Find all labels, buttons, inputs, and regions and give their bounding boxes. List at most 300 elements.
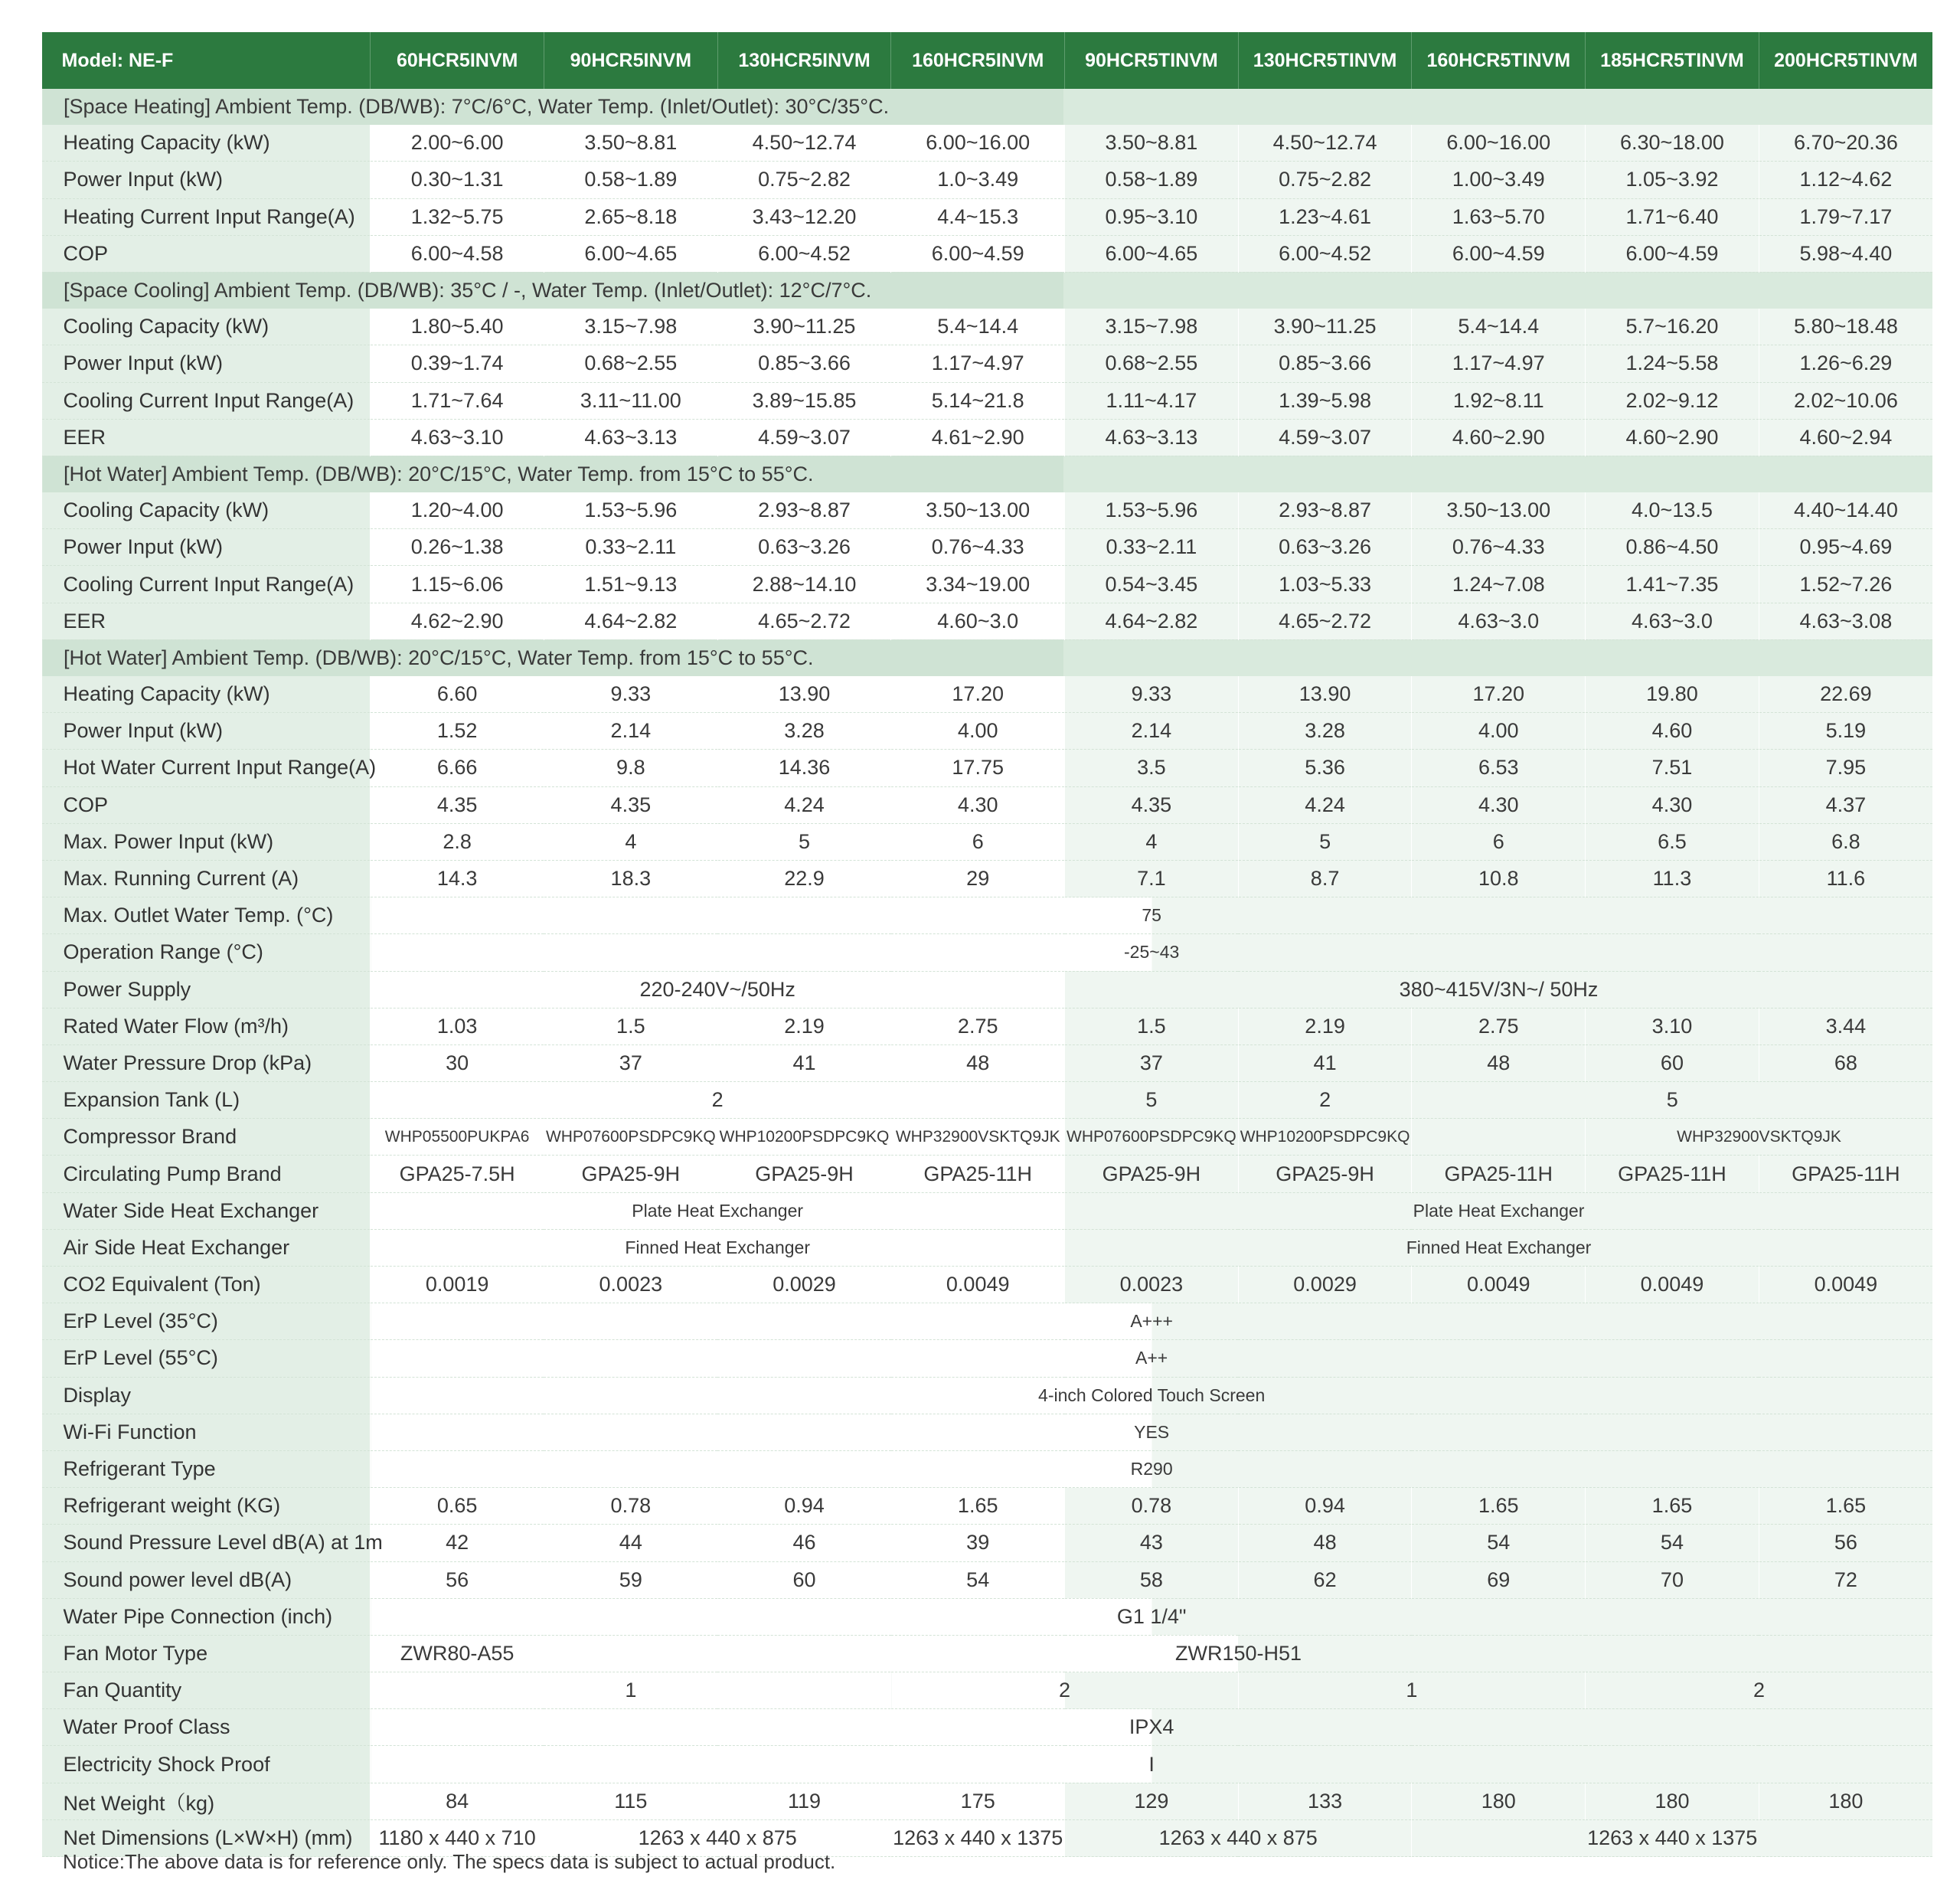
spec-value: 22.69 [1759, 676, 1932, 713]
spec-value: 0.78 [544, 1488, 717, 1525]
row-label: Water Pipe Connection (inch) [42, 1598, 371, 1635]
spec-value: GPA25-9H [1238, 1156, 1412, 1192]
spec-table [41, 32, 1932, 1857]
spec-value: 2.19 [1238, 1008, 1412, 1044]
spec-value: 1.03 [371, 1008, 544, 1044]
spec-value: 1.5 [544, 1008, 717, 1044]
spec-value: 4.24 [1238, 786, 1412, 823]
spec-value: 6 [891, 823, 1065, 860]
spec-value: WHP10200PSDPC9KQ [717, 1119, 891, 1156]
spec-row-cool-power [42, 345, 1933, 382]
model-name: 90HCR5INVM [544, 32, 717, 89]
spec-value: 2.88~14.10 [717, 566, 891, 603]
row-label: Power Input (kW) [42, 713, 371, 750]
row-label: Max. Running Current (A) [42, 860, 371, 897]
spec-value: 46 [717, 1525, 891, 1561]
spec-value: 4.59~3.07 [717, 419, 891, 456]
spec-value: 19.80 [1586, 676, 1759, 713]
spec-value: 4.63~3.13 [1065, 419, 1239, 456]
spec-value: 180 [1759, 1783, 1932, 1819]
spec-value: 4-inch Colored Touch Screen [371, 1377, 1932, 1414]
spec-row-hw1-current [42, 566, 1933, 603]
spec-value: 3.50~8.81 [1065, 125, 1239, 162]
spec-value: 3.10 [1586, 1008, 1759, 1044]
spec-value: 4.60~2.90 [1586, 419, 1759, 456]
spec-value: -25~43 [371, 934, 1932, 971]
spec-row-cool-eer [42, 419, 1933, 456]
row-label: ErP Level (55°C) [42, 1340, 371, 1377]
spec-value: 0.95~4.69 [1759, 529, 1932, 566]
spec-value: GPA25-11H [1759, 1156, 1932, 1192]
spec-value: 0.63~3.26 [717, 529, 891, 566]
spec-value: 7.51 [1586, 750, 1759, 786]
spec-value: 380~415V/3N~/ 50Hz [1065, 971, 1932, 1008]
spec-value: 0.76~4.33 [891, 529, 1065, 566]
spec-value: 37 [544, 1044, 717, 1081]
spec-value: 6.8 [1759, 823, 1932, 860]
spec-value: 39 [891, 1525, 1065, 1561]
spec-value: 220-240V~/50Hz [371, 971, 1065, 1008]
spec-value: 3.90~11.25 [717, 309, 891, 345]
spec-row-erp55 [42, 1340, 1933, 1377]
spec-row-cool-current [42, 382, 1933, 419]
spec-value: 3.34~19.00 [891, 566, 1065, 603]
spec-value: 5 [1412, 1082, 1932, 1119]
spec-value: 1.53~5.96 [1065, 492, 1239, 529]
spec-value: 4.60~2.94 [1759, 419, 1932, 456]
spec-value: 1.39~5.98 [1238, 382, 1412, 419]
spec-row-fan-motor [42, 1635, 1933, 1672]
spec-value: 3.50~13.00 [891, 492, 1065, 529]
section-header-row [42, 89, 1933, 125]
spec-row-co2 [42, 1267, 1933, 1303]
spec-value: 4.24 [717, 786, 891, 823]
spec-value: 1.23~4.61 [1238, 198, 1412, 235]
spec-value: 5.36 [1238, 750, 1412, 786]
spec-value: 6.00~4.59 [1412, 235, 1586, 272]
spec-value: 4 [544, 823, 717, 860]
spec-value: 4.30 [1586, 786, 1759, 823]
spec-value: 4.59~3.07 [1238, 419, 1412, 456]
spec-value: 59 [544, 1561, 717, 1598]
spec-value: 14.36 [717, 750, 891, 786]
row-label: COP [42, 235, 371, 272]
spec-value: WHP32900VSKTQ9JK [1586, 1119, 1932, 1156]
section-header-row [42, 272, 1933, 309]
spec-row-cool-capacity [42, 309, 1933, 345]
row-label: ErP Level (35°C) [42, 1303, 371, 1340]
spec-value: 6.00~4.65 [1065, 235, 1239, 272]
spec-value: 4.62~2.90 [371, 603, 544, 639]
row-label: COP [42, 786, 371, 823]
spec-value: 4.60 [1586, 713, 1759, 750]
spec-value: 0.65 [371, 1488, 544, 1525]
spec-value: 6.00~4.58 [371, 235, 544, 272]
spec-value: 1.71~6.40 [1586, 198, 1759, 235]
section-title: [Space Heating] Ambient Temp. (DB/WB): 7°C/6°C, Water Temp. (Inlet/Outlet): 30°C/35°C. [42, 89, 1933, 125]
spec-value: 0.85~3.66 [1238, 345, 1412, 382]
spec-value: 6.70~20.36 [1759, 125, 1932, 162]
spec-value: 3.50~8.81 [544, 125, 717, 162]
spec-value: 1.12~4.62 [1759, 162, 1932, 198]
spec-value: 1.24~5.58 [1586, 345, 1759, 382]
row-label: EER [42, 603, 371, 639]
spec-value: 1.53~5.96 [544, 492, 717, 529]
row-label: Display [42, 1377, 371, 1414]
spec-value: 4.64~2.82 [1065, 603, 1239, 639]
spec-value: 3.89~15.85 [717, 382, 891, 419]
row-label: Water Proof Class [42, 1709, 371, 1746]
spec-value: 29 [891, 860, 1065, 897]
spec-value: 3.50~13.00 [1412, 492, 1586, 529]
spec-value: 4.63~3.10 [371, 419, 544, 456]
spec-value: 18.3 [544, 860, 717, 897]
model-name: 130HCR5INVM [717, 32, 891, 89]
spec-row-hw2-cop [42, 786, 1933, 823]
spec-value: 4.50~12.74 [1238, 125, 1412, 162]
spec-row-hw1-power [42, 529, 1933, 566]
spec-value: 1.24~7.08 [1412, 566, 1586, 603]
spec-value: 5 [717, 823, 891, 860]
spec-value: 4.63~3.08 [1759, 603, 1932, 639]
spec-row-swl [42, 1561, 1933, 1598]
spec-value: 0.0049 [1586, 1267, 1759, 1303]
spec-value: 0.33~2.11 [1065, 529, 1239, 566]
spec-row-hw2-capacity [42, 676, 1933, 713]
model-name: 185HCR5TINVM [1586, 32, 1759, 89]
row-label: Refrigerant weight (KG) [42, 1488, 371, 1525]
spec-body [42, 89, 1933, 1857]
spec-value: 1.0~3.49 [891, 162, 1065, 198]
row-label: Power Input (kW) [42, 162, 371, 198]
row-label: Max. Power Input (kW) [42, 823, 371, 860]
spec-value: 1.63~5.70 [1412, 198, 1586, 235]
spec-value: 0.0049 [1759, 1267, 1932, 1303]
section-title: [Hot Water] Ambient Temp. (DB/WB): 20°C/15°C, Water Temp. from 15°C to 55°C. [42, 639, 1933, 676]
spec-value: 3.15~7.98 [1065, 309, 1239, 345]
model-name: 160HCR5INVM [891, 32, 1065, 89]
spec-value: 3.15~7.98 [544, 309, 717, 345]
spec-row-wifi [42, 1414, 1933, 1450]
spec-value: 0.58~1.89 [544, 162, 717, 198]
spec-row-max-current [42, 860, 1933, 897]
spec-value: 3.43~12.20 [717, 198, 891, 235]
spec-value: 0.0029 [1238, 1267, 1412, 1303]
spec-value: 180 [1586, 1783, 1759, 1819]
row-label: Water Pressure Drop (kPa) [42, 1044, 371, 1081]
spec-value: 2 [1238, 1082, 1412, 1119]
spec-value: 0.0049 [891, 1267, 1065, 1303]
spec-value: 133 [1238, 1783, 1412, 1819]
spec-value: 4.00 [891, 713, 1065, 750]
spec-value: 4.35 [1065, 786, 1239, 823]
spec-value: 4.4~15.3 [891, 198, 1065, 235]
spec-value: 0.30~1.31 [371, 162, 544, 198]
spec-value: 1263 x 440 x 875 [544, 1819, 890, 1856]
row-label: Power Supply [42, 971, 371, 1008]
row-label: Cooling Capacity (kW) [42, 309, 371, 345]
spec-value: 0.54~3.45 [1065, 566, 1239, 603]
spec-row-heat-current [42, 198, 1933, 235]
spec-value: 2 [891, 1672, 1238, 1709]
row-label: Heating Current Input Range(A) [42, 198, 371, 235]
spec-value: 8.7 [1238, 860, 1412, 897]
spec-value: 1263 x 440 x 875 [1065, 1819, 1412, 1856]
spec-value: 37 [1065, 1044, 1239, 1081]
spec-value: 1.65 [1412, 1488, 1586, 1525]
spec-row-fan-qty [42, 1672, 1933, 1709]
header-row [42, 32, 1933, 89]
spec-value: 0.94 [1238, 1488, 1412, 1525]
row-label: Heating Capacity (kW) [42, 125, 371, 162]
row-label: Cooling Current Input Range(A) [42, 382, 371, 419]
row-label: Max. Outlet Water Temp. (°C) [42, 897, 371, 934]
spec-value: 2.14 [544, 713, 717, 750]
spec-value: 1.20~4.00 [371, 492, 544, 529]
spec-value: 4.63~3.0 [1412, 603, 1586, 639]
spec-value: 10.8 [1412, 860, 1586, 897]
spec-row-hw1-capacity [42, 492, 1933, 529]
spec-row-hw2-power [42, 713, 1933, 750]
spec-value: GPA25-9H [717, 1156, 891, 1192]
spec-value: 3.11~11.00 [544, 382, 717, 419]
row-label: Wi-Fi Function [42, 1414, 371, 1450]
spec-value: 4.37 [1759, 786, 1932, 823]
spec-value: 44 [544, 1525, 717, 1561]
spec-value: 13.90 [717, 676, 891, 713]
spec-value: 4.60~3.0 [891, 603, 1065, 639]
spec-value: WHP32900VSKTQ9JK [891, 1119, 1065, 1156]
spec-value: 54 [1586, 1525, 1759, 1561]
spec-value: 6 [1412, 823, 1586, 860]
spec-value: 41 [717, 1044, 891, 1081]
spec-value: 2.14 [1065, 713, 1239, 750]
model-name: 60HCR5INVM [371, 32, 544, 89]
spec-row-display [42, 1377, 1933, 1414]
spec-value: 175 [891, 1783, 1065, 1819]
spec-value: 3.44 [1759, 1008, 1932, 1044]
spec-value: 4.63~3.0 [1586, 603, 1759, 639]
spec-row-op-range [42, 934, 1933, 971]
spec-value: WHP07600PSDPC9KQ [1065, 1119, 1239, 1156]
spec-value: 6.00~4.52 [717, 235, 891, 272]
spec-value: 0.75~2.82 [717, 162, 891, 198]
spec-value: 17.75 [891, 750, 1065, 786]
spec-value: 30 [371, 1044, 544, 1081]
row-label: Power Input (kW) [42, 529, 371, 566]
spec-value: 6.30~18.00 [1586, 125, 1759, 162]
spec-value: 5.4~14.4 [891, 309, 1065, 345]
spec-value: 6.60 [371, 676, 544, 713]
spec-value: Finned Heat Exchanger [1065, 1229, 1932, 1266]
spec-value: 2.19 [717, 1008, 891, 1044]
row-label: Power Input (kW) [42, 345, 371, 382]
spec-value: 7.1 [1065, 860, 1239, 897]
spec-value: 5 [1238, 823, 1412, 860]
spec-value: 0.39~1.74 [371, 345, 544, 382]
model-name: 160HCR5TINVM [1412, 32, 1586, 89]
spec-value: 0.76~4.33 [1412, 529, 1586, 566]
spec-value: 1.79~7.17 [1759, 198, 1932, 235]
spec-row-water-hx [42, 1192, 1933, 1229]
spec-value: 4.35 [544, 786, 717, 823]
spec-value: 13.90 [1238, 676, 1412, 713]
spec-value: 60 [717, 1561, 891, 1598]
row-label: Expansion Tank (L) [42, 1082, 371, 1119]
spec-value: GPA25-7.5H [371, 1156, 544, 1192]
spec-row-compressor [42, 1119, 1933, 1156]
spec-value: 0.86~4.50 [1586, 529, 1759, 566]
spec-value: 48 [1238, 1525, 1412, 1561]
spec-value: 5 [1065, 1082, 1239, 1119]
spec-value: 4.50~12.74 [717, 125, 891, 162]
spec-value: IPX4 [371, 1709, 1932, 1746]
spec-value: 1.15~6.06 [371, 566, 544, 603]
spec-value: 14.3 [371, 860, 544, 897]
spec-value: ZWR80-A55 [371, 1635, 544, 1672]
row-label: Net Weight（kg) [42, 1783, 371, 1819]
spec-value: 0.0019 [371, 1267, 544, 1303]
row-label: Cooling Capacity (kW) [42, 492, 371, 529]
spec-value: 3.28 [1238, 713, 1412, 750]
spec-value: 2 [1586, 1672, 1932, 1709]
spec-value: 6.00~4.65 [544, 235, 717, 272]
spec-value: 5.4~14.4 [1412, 309, 1586, 345]
spec-value: 6.00~16.00 [891, 125, 1065, 162]
spec-row-expansion-tank [42, 1082, 1933, 1119]
spec-value: 0.0029 [717, 1267, 891, 1303]
spec-value: 1.51~9.13 [544, 566, 717, 603]
spec-value: 2 [371, 1082, 1065, 1119]
spec-value: GPA25-11H [1412, 1156, 1586, 1192]
spec-value: 115 [544, 1783, 717, 1819]
spec-value: 4 [1065, 823, 1239, 860]
spec-value: I [371, 1746, 1932, 1783]
spec-value: A+++ [371, 1303, 1932, 1340]
row-label: Sound power level dB(A) [42, 1561, 371, 1598]
spec-value: 4.0~13.5 [1586, 492, 1759, 529]
row-label: Net Dimensions (L×W×H) (mm) [42, 1819, 371, 1856]
model-label: Model: NE-F [42, 32, 371, 89]
spec-value: 56 [371, 1561, 544, 1598]
row-label: Electricity Shock Proof [42, 1746, 371, 1783]
section-title: [Space Cooling] Ambient Temp. (DB/WB): 35°C / -, Water Temp. (Inlet/Outlet): 12°C/7°C. [42, 272, 1933, 309]
spec-value: 4.30 [891, 786, 1065, 823]
spec-value: 5.98~4.40 [1759, 235, 1932, 272]
spec-value: 4.40~14.40 [1759, 492, 1932, 529]
spec-value: 60 [1586, 1044, 1759, 1081]
spec-value: 2.75 [1412, 1008, 1586, 1044]
spec-row-spl [42, 1525, 1933, 1561]
spec-row-heat-power [42, 162, 1933, 198]
spec-value: GPA25-11H [891, 1156, 1065, 1192]
spec-value: 0.0023 [544, 1267, 717, 1303]
spec-row-water-flow [42, 1008, 1933, 1044]
spec-value: 1.80~5.40 [371, 309, 544, 345]
spec-value: 2.65~8.18 [544, 198, 717, 235]
spec-value: 2.8 [371, 823, 544, 860]
spec-value: 4.35 [371, 786, 544, 823]
spec-value: 0.63~3.26 [1238, 529, 1412, 566]
spec-value: 4.61~2.90 [891, 419, 1065, 456]
spec-row-hw2-current [42, 750, 1933, 786]
row-label: Hot Water Current Input Range(A) [42, 750, 371, 786]
spec-row-hw1-eer [42, 603, 1933, 639]
spec-value: G1 1/4" [371, 1598, 1932, 1635]
spec-row-refrigerant [42, 1450, 1933, 1487]
spec-value: 41 [1238, 1044, 1412, 1081]
spec-row-waterproof [42, 1709, 1933, 1746]
spec-value: 62 [1238, 1561, 1412, 1598]
spec-value: 1.00~3.49 [1412, 162, 1586, 198]
section-header-row [42, 639, 1933, 676]
spec-value: 1.32~5.75 [371, 198, 544, 235]
spec-value: GPA25-11H [1586, 1156, 1759, 1192]
spec-value: 4.00 [1412, 713, 1586, 750]
spec-value: Plate Heat Exchanger [371, 1192, 1065, 1229]
row-label: Operation Range (°C) [42, 934, 371, 971]
spec-value: 0.58~1.89 [1065, 162, 1239, 198]
spec-row-pump [42, 1156, 1933, 1192]
spec-value: 7.95 [1759, 750, 1932, 786]
row-label: Air Side Heat Exchanger [42, 1229, 371, 1266]
spec-value: GPA25-9H [1065, 1156, 1239, 1192]
spec-value: 9.33 [1065, 676, 1239, 713]
spec-value: 2.02~10.06 [1759, 382, 1932, 419]
spec-value: 1 [1238, 1672, 1585, 1709]
spec-value: 6.53 [1412, 750, 1586, 786]
spec-value: 43 [1065, 1525, 1239, 1561]
spec-value: ZWR150-H51 [544, 1635, 1932, 1672]
section-title: [Hot Water] Ambient Temp. (DB/WB): 20°C/15°C, Water Temp. from 15°C to 55°C. [42, 456, 1933, 492]
spec-value: 1.52 [371, 713, 544, 750]
spec-value: 1.26~6.29 [1759, 345, 1932, 382]
spec-value: 1263 x 440 x 1375 [891, 1819, 1065, 1856]
spec-row-max-power [42, 823, 1933, 860]
spec-value: 5.14~21.8 [891, 382, 1065, 419]
spec-value: 1.5 [1065, 1008, 1239, 1044]
spec-row-power-supply [42, 971, 1933, 1008]
spec-value: 6.00~4.59 [1586, 235, 1759, 272]
spec-row-ref-weight [42, 1488, 1933, 1525]
spec-value: 69 [1412, 1561, 1586, 1598]
spec-value: 3.5 [1065, 750, 1239, 786]
spec-value: A++ [371, 1340, 1932, 1377]
spec-value: 2.00~6.00 [371, 125, 544, 162]
row-label: Sound Pressure Level dB(A) at 1m [42, 1525, 371, 1561]
spec-value: 0.78 [1065, 1488, 1239, 1525]
spec-value: 0.85~3.66 [717, 345, 891, 382]
spec-value: GPA25-9H [544, 1156, 717, 1192]
spec-value: 0.33~2.11 [544, 529, 717, 566]
spec-value: 6.66 [371, 750, 544, 786]
spec-value: 58 [1065, 1561, 1239, 1598]
spec-value: 2.02~9.12 [1586, 382, 1759, 419]
spec-value: 9.8 [544, 750, 717, 786]
spec-value: 1.05~3.92 [1586, 162, 1759, 198]
spec-value: 1.71~7.64 [371, 382, 544, 419]
spec-value: 17.20 [891, 676, 1065, 713]
spec-value: 0.75~2.82 [1238, 162, 1412, 198]
spec-value: 2.75 [891, 1008, 1065, 1044]
spec-value: 1.03~5.33 [1238, 566, 1412, 603]
spec-value: 22.9 [717, 860, 891, 897]
spec-row-pipe [42, 1598, 1933, 1635]
row-label: Circulating Pump Brand [42, 1156, 371, 1192]
spec-value: 0.0023 [1065, 1267, 1239, 1303]
model-name: 90HCR5TINVM [1065, 32, 1239, 89]
row-label: Heating Capacity (kW) [42, 676, 371, 713]
